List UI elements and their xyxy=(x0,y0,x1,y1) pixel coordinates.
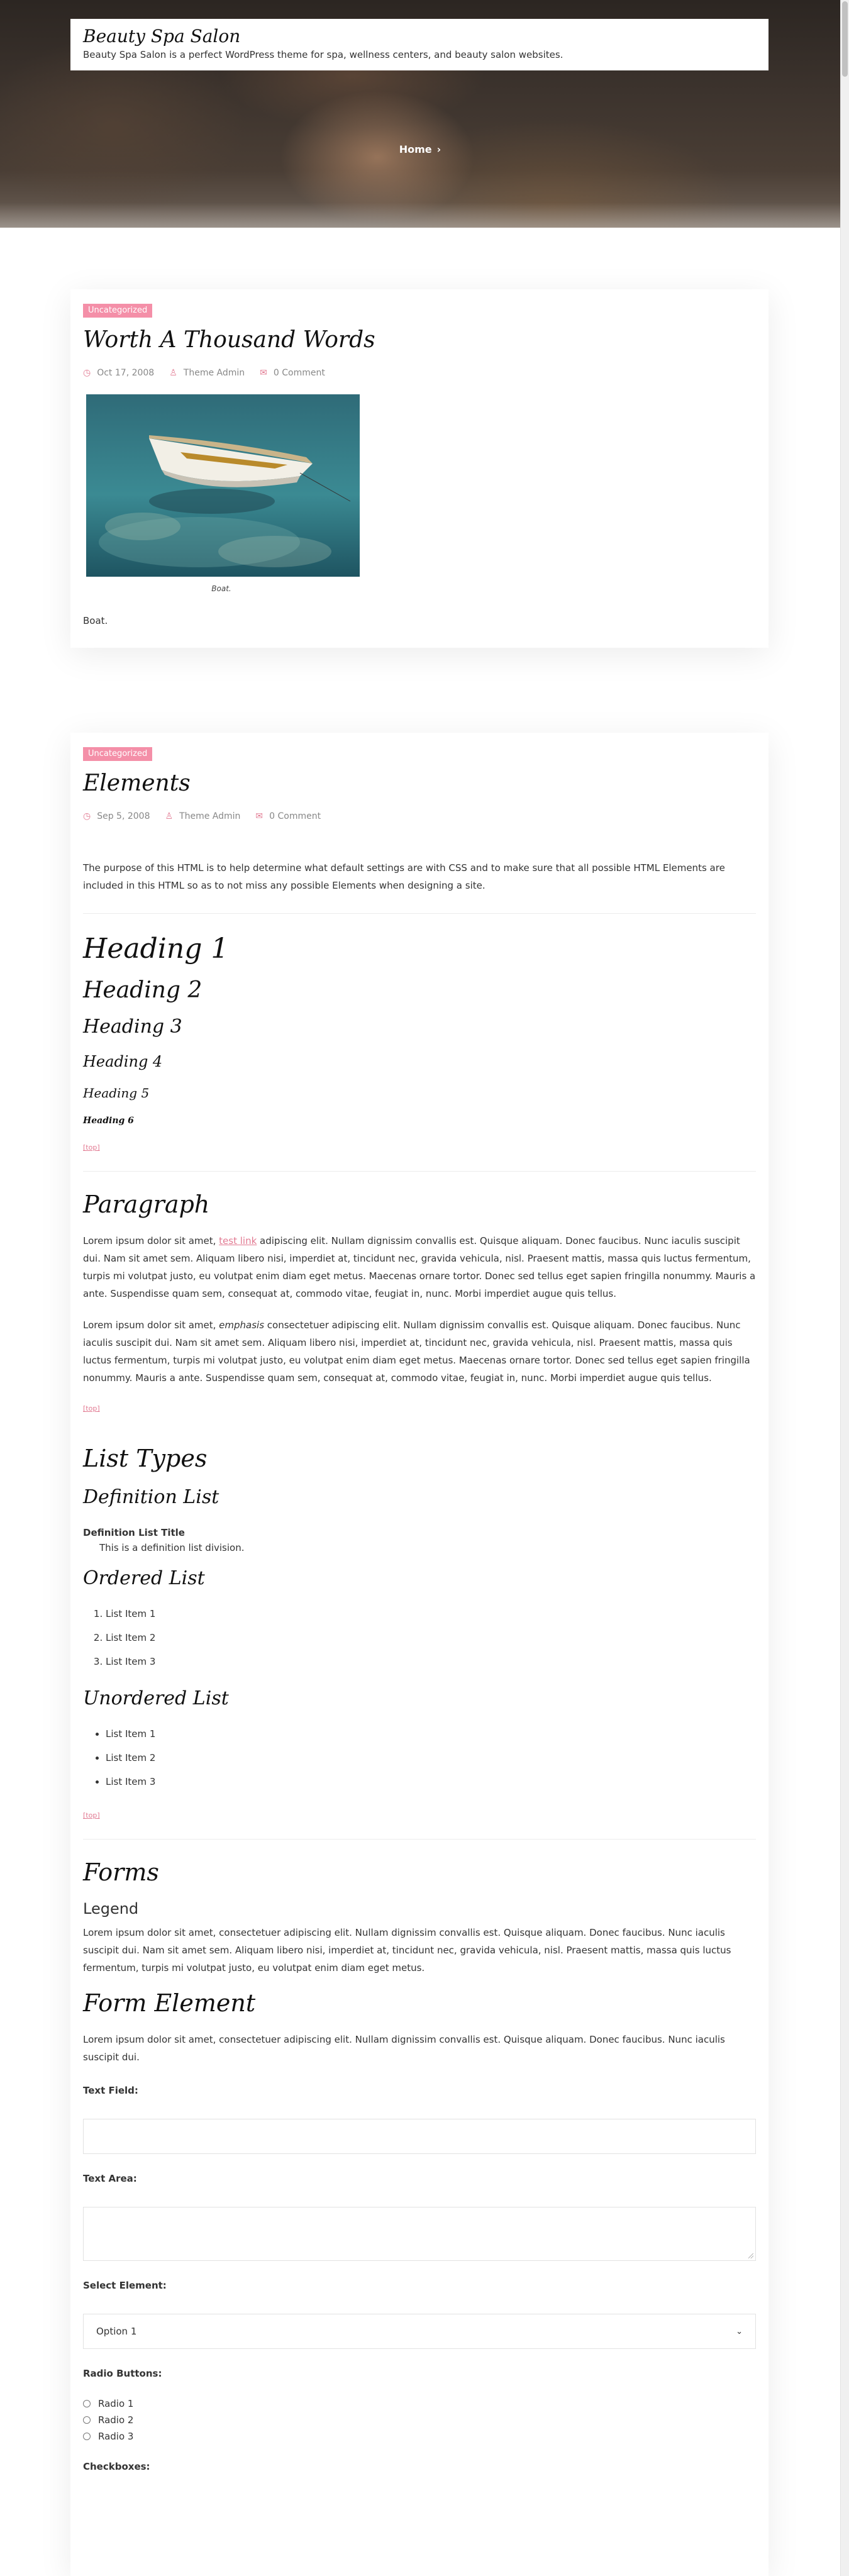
list-item: 1. List Item 1 xyxy=(106,1602,756,1626)
divider xyxy=(83,1839,756,1840)
heading-2: Heading 2 xyxy=(83,977,203,1003)
post-comments[interactable]: 0 Comment xyxy=(273,368,325,378)
top-link[interactable]: [top] xyxy=(83,1811,100,1819)
select-label: Select Element: xyxy=(83,2280,167,2291)
post-title[interactable]: Worth A Thousand Words xyxy=(83,327,375,353)
text-area-input[interactable] xyxy=(83,2207,756,2261)
user-icon: ♙ xyxy=(169,368,177,378)
post-meta xyxy=(83,368,756,378)
scrollbar-thumb[interactable] xyxy=(842,1,848,77)
list-item: • List Item 1 xyxy=(106,1722,756,1746)
list-item: 2. List Item 2 xyxy=(106,1626,756,1650)
radio-button[interactable] xyxy=(83,2416,91,2424)
top-link[interactable]: [top] xyxy=(83,1143,100,1152)
paragraph-1: Lorem ipsum dolor sit amet, test link adipiscing elit. Nullam dignissim convallis est. Quisque aliquam. Donec faucibus. Nunc iaculis suscipit dui. Nam sit amet sem. Aliquam libero nisi, imperdiet at, tincidunt nec, gravida vehicula, nisl. Praesent mattis, massa quis luctus fermentum, turpis mi volutpat justo, eu volutpat enim diam eget metus. Maecenas ornare tortor. Donec sed tellus eget sapien fringilla nonummy. Mauris a ante. Suspendisse quam sem, consequat at, commodo vitae, feugiat in, nunc. Morbi imperdiet augue quis tellus. xyxy=(83,1235,756,1299)
radio-button[interactable] xyxy=(83,2433,91,2440)
checkboxes-label: Checkboxes: xyxy=(83,2461,150,2472)
image-caption: Boat. xyxy=(211,584,231,593)
post-author[interactable]: Theme Admin xyxy=(179,811,241,821)
text-field-input[interactable] xyxy=(83,2119,756,2154)
intro-paragraph: The purpose of this HTML is to help determine what default settings are with CSS and to make sure that all possible HTML Elements are included in this HTML so as to not miss any possible Elements when designing a site. xyxy=(83,862,725,891)
heading-1: Heading 1 xyxy=(83,933,229,965)
unordered-list xyxy=(106,1722,756,1794)
breadcrumb-home-link[interactable]: Home xyxy=(399,143,432,155)
heading-6: Heading 6 xyxy=(83,1116,134,1126)
list-item: • List Item 3 xyxy=(106,1770,756,1794)
site-title[interactable]: Beauty Spa Salon xyxy=(83,26,241,47)
radio-option[interactable]: Radio 3 xyxy=(83,2431,756,2442)
radio-option[interactable]: Radio 1 xyxy=(83,2398,756,2409)
site-header xyxy=(70,19,769,70)
forms-paragraph: Lorem ipsum dolor sit amet, consectetuer adipiscing elit. Nullam dignissim convallis est. Quisque aliquam. Donec faucibus. Nunc iaculis suscipit dui. Nam sit amet sem. Aliquam libero nisi, imperdiet at, tincidunt nec, gravida vehicula, nisl. Praesent mattis, massa quis luctus fermentum, turpis mi volutpat justo, eu volutpat enim diam eget metus. xyxy=(83,1927,731,1974)
divider xyxy=(83,913,756,914)
definition-description: This is a definition list division. xyxy=(99,1542,245,1553)
breadcrumb xyxy=(0,143,840,155)
definition-term: Definition List Title xyxy=(83,1527,185,1538)
boat-image xyxy=(86,394,360,577)
list-types-title: List Types xyxy=(83,1445,208,1472)
select-element[interactable] xyxy=(83,2314,756,2349)
radio-option[interactable]: Radio 2 xyxy=(83,2414,756,2426)
paragraph-section-title: Paragraph xyxy=(83,1191,210,1218)
site-description: Beauty Spa Salon is a perfect WordPress theme for spa, wellness centers, and beauty salon websites. xyxy=(83,49,563,60)
top-link[interactable]: [top] xyxy=(83,1404,100,1413)
clock-icon: ◷ xyxy=(83,368,91,378)
list-item: • List Item 2 xyxy=(106,1746,756,1770)
post-figure xyxy=(83,394,360,593)
post-card xyxy=(70,289,769,648)
legend: Legend xyxy=(83,1900,139,1918)
heading-3: Heading 3 xyxy=(83,1016,182,1038)
unordered-list-title: Unordered List xyxy=(83,1687,229,1709)
emphasis-text: emphasis xyxy=(219,1319,265,1331)
post-date[interactable]: Sep 5, 2008 xyxy=(97,811,150,821)
page-scrollbar[interactable] xyxy=(840,0,849,2576)
post-date[interactable]: Oct 17, 2008 xyxy=(97,368,155,378)
chevron-down-icon: ⌄ xyxy=(736,2326,743,2336)
post-body: Boat. xyxy=(83,615,108,626)
heading-5: Heading 5 xyxy=(83,1085,150,1101)
category-badge[interactable]: Uncategorized xyxy=(83,747,152,761)
select-value: Option 1 xyxy=(96,2326,137,2337)
definition-list-title: Definition List xyxy=(83,1486,219,1508)
chevron-right-icon: › xyxy=(436,143,441,155)
ordered-list xyxy=(106,1602,756,1674)
user-icon: ♙ xyxy=(165,811,174,821)
text-area-label: Text Area: xyxy=(83,2173,137,2184)
forms-title: Forms xyxy=(83,1858,159,1886)
paragraph-2: Lorem ipsum dolor sit amet, emphasis consectetuer adipiscing elit. Nullam dignissim convallis est. Quisque aliquam. Donec faucibus. Nunc iaculis suscipit dui. Nam sit amet sem. Aliquam libero nisi, imperdiet at, tincidunt nec, gravida vehicula, nisl. Praesent mattis, massa quis luctus fermentum, turpis mi volutpat justo, eu volutpat enim diam eget metus. Maecenas ornare tortor. Donec sed tellus eget sapien fringilla nonummy. Mauris a ante. Suspendisse quam sem, consequat at, commodo vitae, feugiat in, nunc. Morbi imperdiet augue quis tellus. xyxy=(83,1319,750,1384)
radio-button[interactable] xyxy=(83,2400,91,2407)
form-element-paragraph: Lorem ipsum dolor sit amet, consectetuer adipiscing elit. Nullam dignissim convallis est. Quisque aliquam. Donec faucibus. Nunc iaculis suscipit dui. xyxy=(83,2034,725,2063)
category-badge[interactable]: Uncategorized xyxy=(83,304,152,318)
radio-group xyxy=(83,2398,756,2442)
post-comments[interactable]: 0 Comment xyxy=(269,811,321,821)
post-card xyxy=(70,733,769,2576)
post-meta xyxy=(83,811,756,821)
list-item: 3. List Item 3 xyxy=(106,1650,756,1674)
form-element-title: Form Element xyxy=(83,1989,256,2017)
comment-icon: ✉ xyxy=(260,368,267,378)
divider xyxy=(83,1171,756,1172)
ordered-list-title: Ordered List xyxy=(83,1567,205,1589)
comment-icon: ✉ xyxy=(255,811,264,821)
post-author[interactable]: Theme Admin xyxy=(183,368,245,378)
radio-buttons-label: Radio Buttons: xyxy=(83,2368,162,2379)
heading-4: Heading 4 xyxy=(83,1053,163,1070)
hero-banner xyxy=(0,0,840,228)
clock-icon: ◷ xyxy=(83,811,91,821)
test-link[interactable]: test link xyxy=(219,1235,257,1246)
text-field-label: Text Field: xyxy=(83,2085,138,2096)
post-title[interactable]: Elements xyxy=(83,770,191,796)
